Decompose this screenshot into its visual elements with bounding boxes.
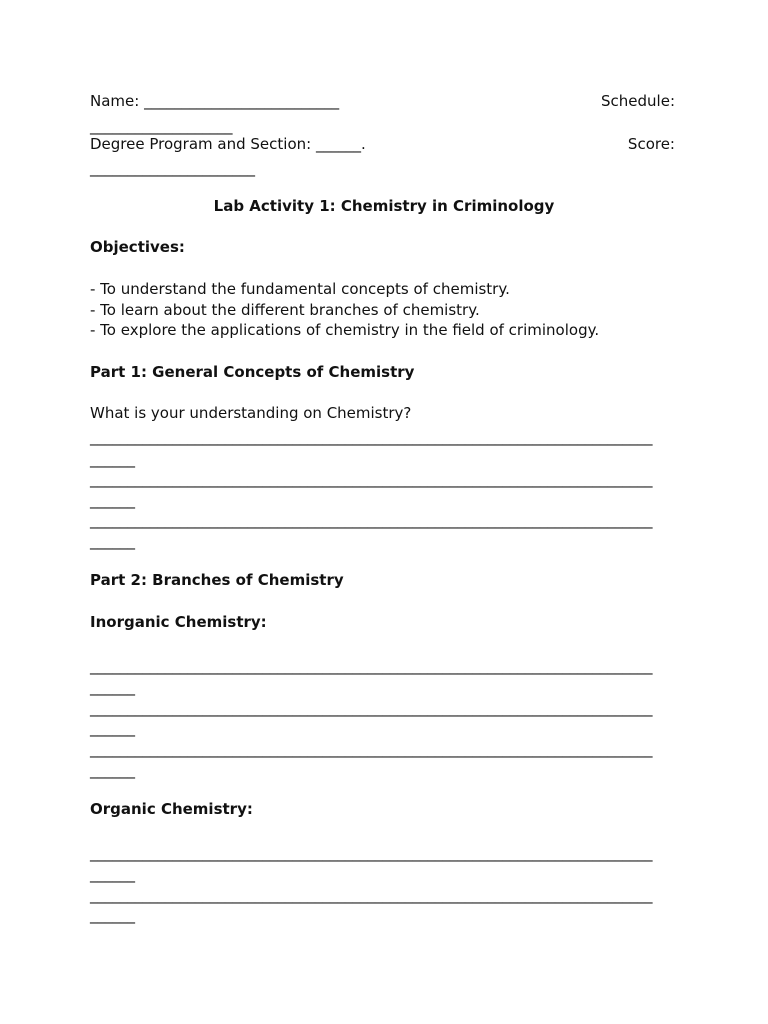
answer-line-short: ______ bbox=[90, 678, 135, 696]
part1-question: What is your understanding on Chemistry? bbox=[90, 404, 412, 422]
answer-line-short: ______ bbox=[90, 719, 135, 737]
answer-line-short: ______ bbox=[90, 532, 135, 550]
objective-item: - To learn about the different branches of chemistry. bbox=[90, 301, 480, 319]
organic-heading: Organic Chemistry: bbox=[90, 800, 253, 818]
inorganic-heading: Inorganic Chemistry: bbox=[90, 613, 267, 631]
answer-line-short: ______ bbox=[90, 865, 135, 883]
score-label: Score: bbox=[627, 135, 675, 153]
schedule-label: Schedule: bbox=[601, 92, 675, 110]
objectives-heading: Objectives: bbox=[90, 238, 185, 256]
answer-line: ___________________________________________________________________________ bbox=[90, 699, 653, 717]
answer-line: ___________________________________________________________________________ bbox=[90, 886, 653, 904]
answer-line: ___________________________________________________________________________ bbox=[90, 428, 653, 446]
degree-program-line: Degree Program and Section: ______. bbox=[90, 135, 366, 153]
activity-title: Lab Activity 1: Chemistry in Criminology bbox=[213, 197, 555, 215]
answer-line: ___________________________________________________________________________ bbox=[90, 844, 653, 862]
answer-line-short: ______ bbox=[90, 491, 135, 509]
objective-item: - To explore the applications of chemistry in the field of criminology. bbox=[90, 321, 600, 339]
schedule-blank: ___________________ bbox=[90, 117, 233, 135]
answer-line: ___________________________________________________________________________ bbox=[90, 657, 653, 675]
answer-line-short: ______ bbox=[90, 906, 135, 924]
objective-item: - To understand the fundamental concepts of chemistry. bbox=[90, 280, 510, 298]
answer-line: ___________________________________________________________________________ bbox=[90, 740, 653, 758]
answer-line-short: ______ bbox=[90, 761, 135, 779]
part2-heading: Part 2: Branches of Chemistry bbox=[90, 571, 344, 589]
score-blank: ______________________ bbox=[90, 159, 255, 177]
answer-line: ___________________________________________________________________________ bbox=[90, 470, 653, 488]
answer-line-short: ______ bbox=[90, 450, 135, 468]
part1-heading: Part 1: General Concepts of Chemistry bbox=[90, 363, 415, 381]
name-line: Name: __________________________ bbox=[90, 92, 340, 110]
answer-line: ___________________________________________________________________________ bbox=[90, 511, 653, 529]
